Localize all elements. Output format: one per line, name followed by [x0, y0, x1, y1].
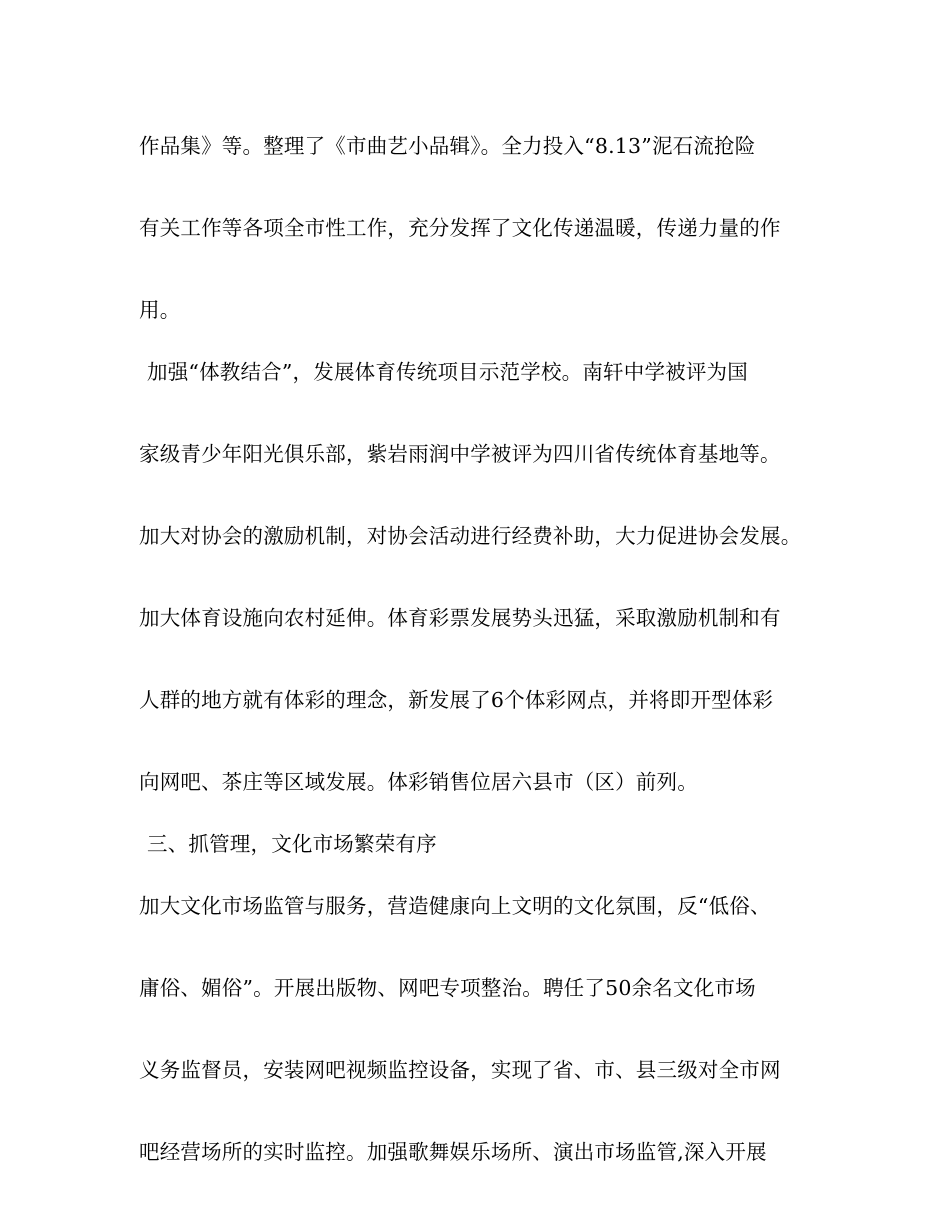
- text-line-13: 义务监督员，安装网吧视频监控设备，实现了省、市、县三级对全市网: [139, 1058, 781, 1082]
- section-heading: 三、抓管理，文化市场繁荣有序: [147, 832, 437, 856]
- text-line-3: 用。: [139, 298, 181, 322]
- text-line-14: 吧经营场所的实时监控。加强歌舞娱乐场所、演出市场监管,深入开展: [139, 1140, 767, 1164]
- text-line-11: 加大文化市场监管与服务，营造健康向上文明的文化氛围，反“低俗、: [139, 894, 771, 918]
- text-line-9: 向网吧、茶庄等区域发展。体彩销售位居六县市（区）前列。: [139, 770, 698, 794]
- text-line-8: 人群的地方就有体彩的理念，新发展了6个体彩网点，并将即开型体彩: [139, 688, 774, 712]
- text-line-4: 加强“体教结合”，发展体育传统项目示范学校。南轩中学被评为国: [147, 360, 748, 384]
- text-line-12: 庸俗、媚俗”。开展出版物、网吧专项整治。聘任了50余名文化市场: [139, 976, 756, 1000]
- body-text: [139, 125, 839, 1173]
- text-line-1: 作品集》等。整理了《市曲艺小品辑》。全力投入“8.13”泥石流抢险: [139, 134, 756, 158]
- text-line-2: 有关工作等各项全市性工作，充分发挥了文化传递温暖，传递力量的作: [139, 216, 781, 240]
- text-line-5: 家级青少年阳光俱乐部，紫岩雨润中学被评为四川省传统体育基地等。: [139, 442, 781, 466]
- text-line-7: 加大体育设施向农村延伸。体育彩票发展势头迅猛，采取激励机制和有: [139, 606, 781, 630]
- text-line-6: 加大对协会的激励机制，对协会活动进行经费补助，大力促进协会发展。: [139, 524, 802, 548]
